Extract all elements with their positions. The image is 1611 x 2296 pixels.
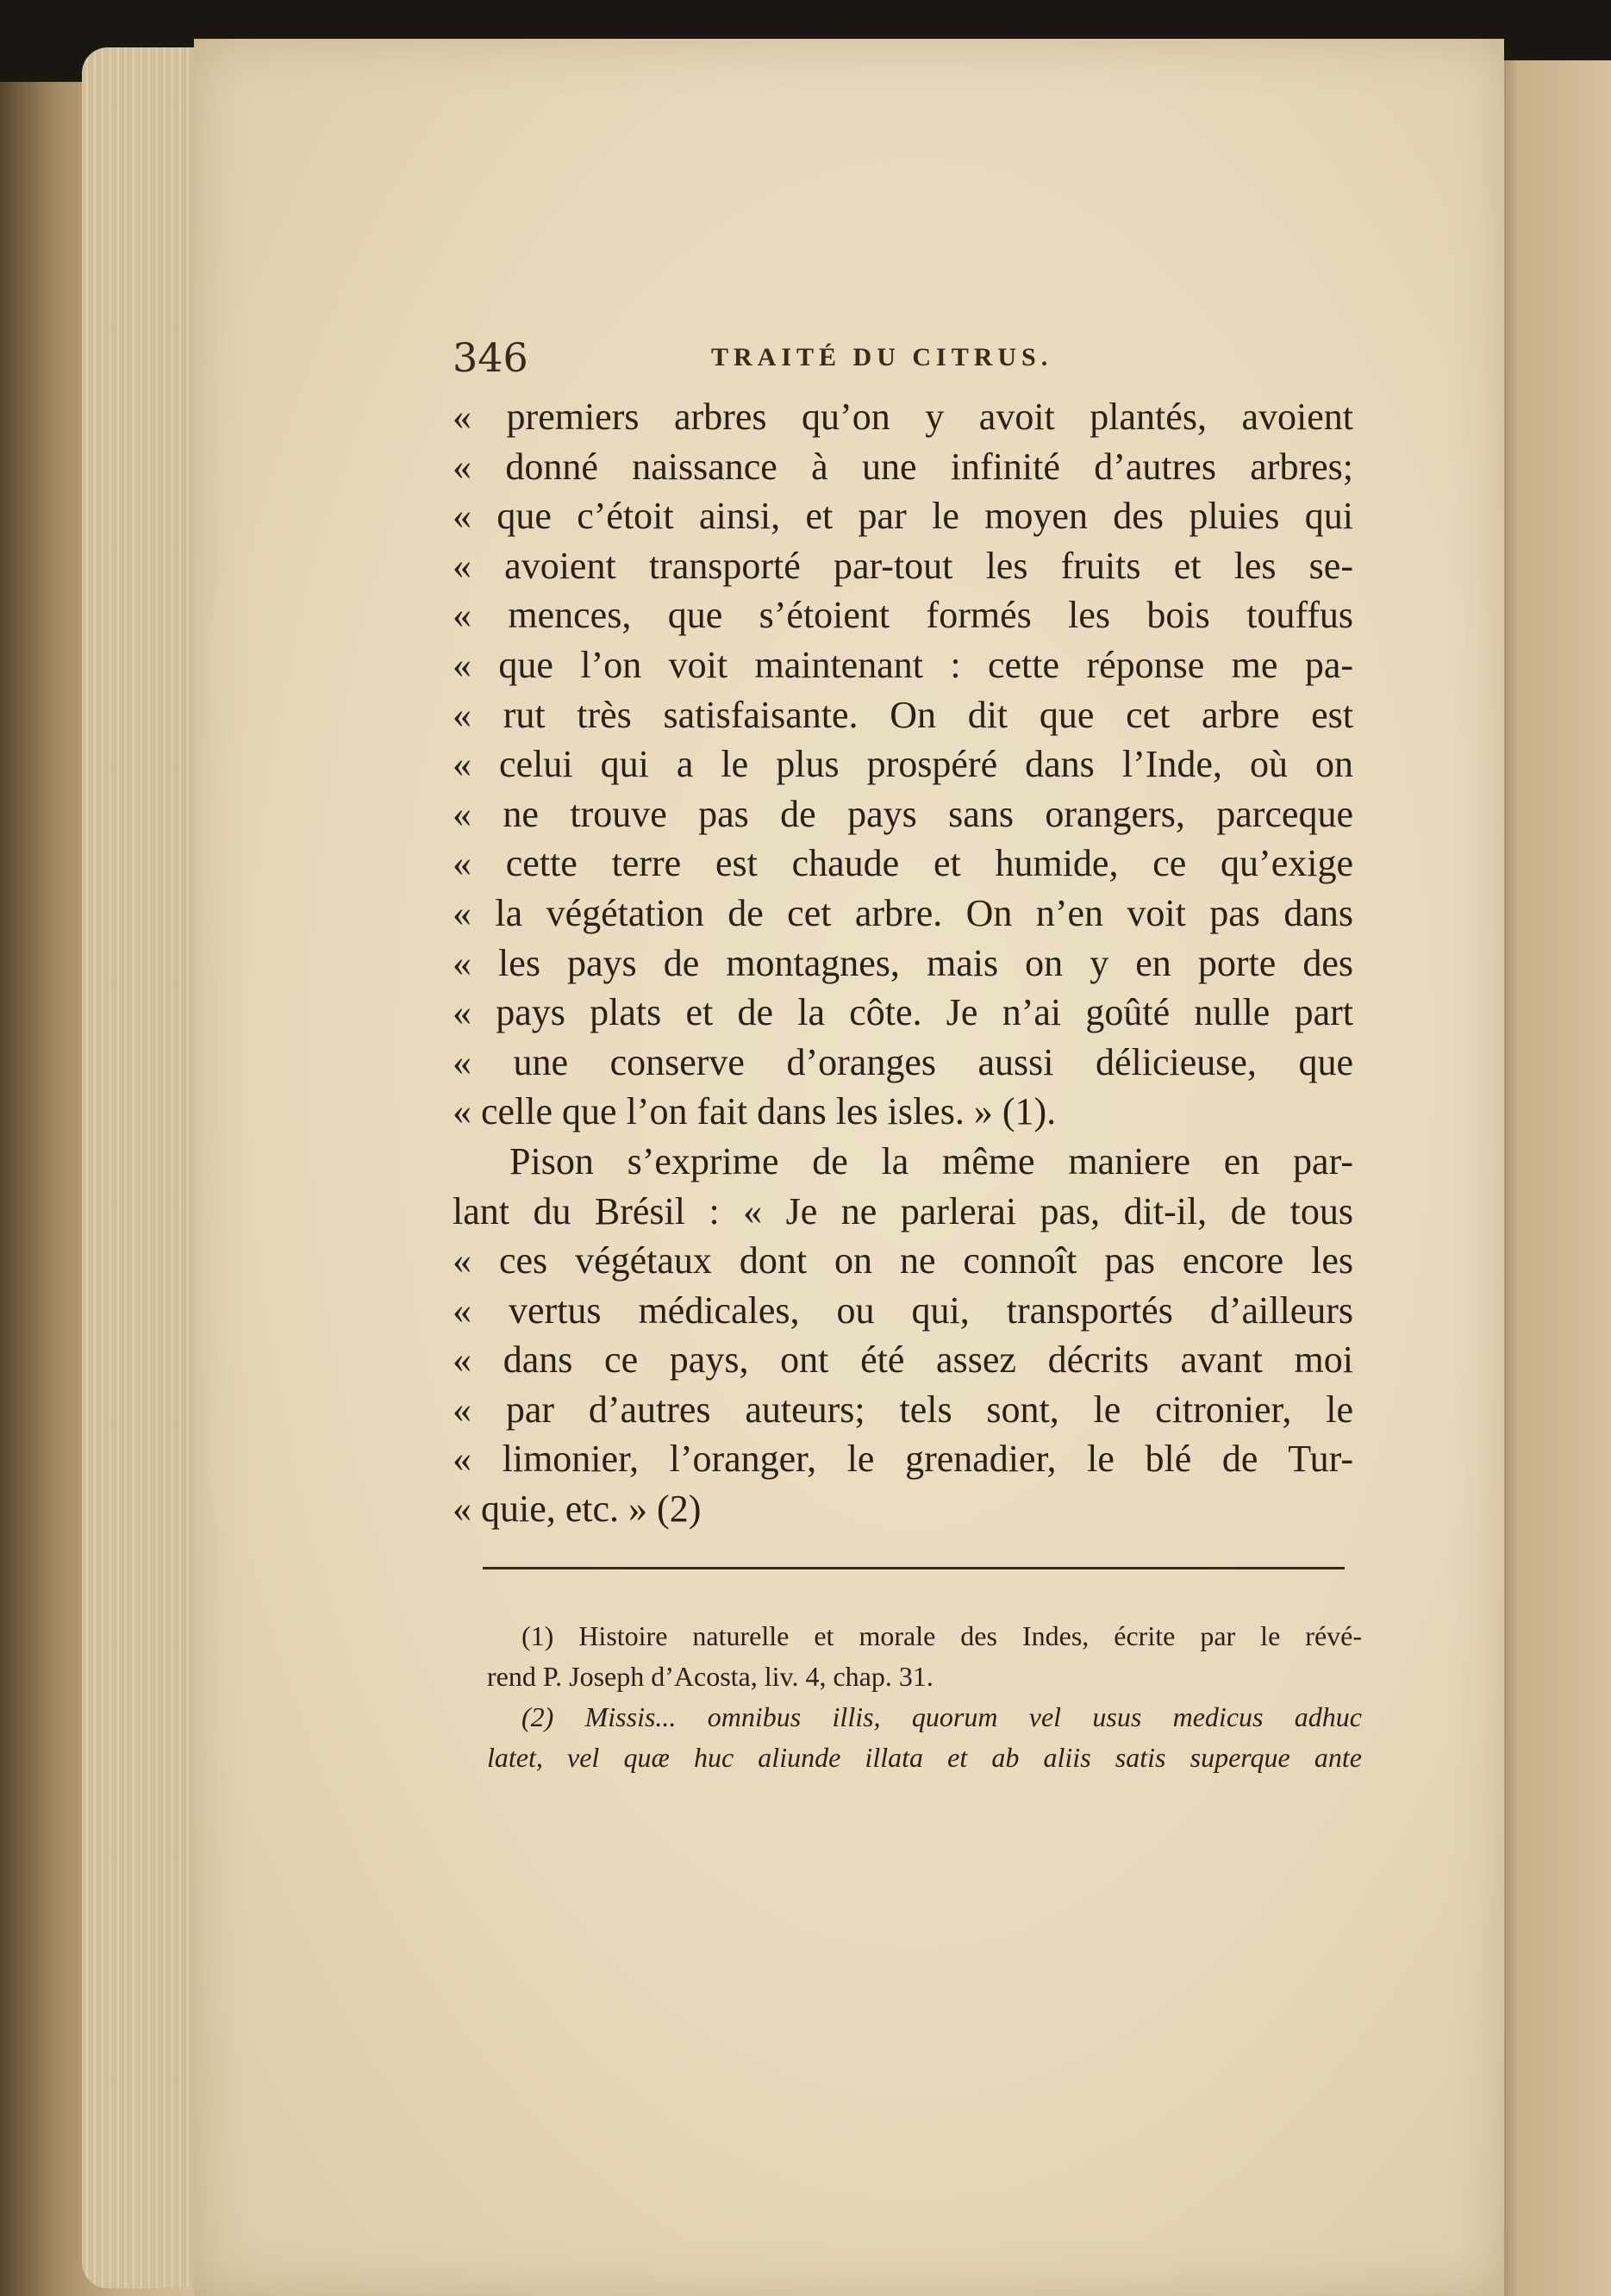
text-line: « ne trouve pas de pays sans orangers, parceque (453, 792, 1353, 835)
text-line: lant du Brésil : « Je ne parlerai pas, dit-il, de tous (453, 1189, 1353, 1232)
text-line: « premiers arbres qu’on y avoit plantés, avoient (453, 396, 1353, 438)
footnote-line: (2) Missis... omnibus illis, quorum vel usus medicus adhuc (521, 1701, 1362, 1732)
text-line: « rut très satisfaisante. On dit que cet arbre est (453, 693, 1353, 736)
text-line: « les pays de montagnes, mais on y en porte des (453, 941, 1353, 984)
text-line: « quie, etc. » (2) (453, 1488, 702, 1531)
footnote-line: rend P. Joseph d’Acosta, liv. 4, chap. 31. (487, 1661, 934, 1692)
facing-page-edge (1487, 60, 1611, 2296)
text-line: « avoient transporté par-tout les fruits et les se- (453, 544, 1353, 587)
text-line: « cette terre est chaude et humide, ce qu’exige (453, 842, 1353, 885)
text-line: « vertus médicales, ou qui, transportés d’ailleurs (453, 1288, 1353, 1332)
text-line: « donné naissance à une infinité d’autres arbres; (453, 445, 1353, 488)
text-line: Pison s’exprime de la même maniere en par- (509, 1139, 1353, 1182)
footnotes (487, 1616, 1362, 1778)
body-text (453, 392, 1353, 1534)
text-line: « par d’autres auteurs; tels sont, le citronier, le (453, 1388, 1353, 1431)
page-header (453, 334, 1345, 395)
text-line: « la végétation de cet arbre. On n’en voit pas dans (453, 891, 1353, 934)
text-line: « pays plats et de la côte. Je n’ai goûté nulle part (453, 991, 1353, 1034)
text-line: « celui qui a le plus prospéré dans l’Inde, où on (453, 743, 1353, 786)
text-line: « mences, que s’étoient formés les bois touffus (453, 594, 1353, 637)
footnote-line: latet, vel quæ huc aliunde illata et ab aliis satis superque ante (487, 1742, 1362, 1773)
page-number: 346 (453, 334, 528, 381)
text-line: « limonier, l’oranger, le grenadier, le blé de Tur- (453, 1438, 1353, 1481)
running-title: TRAITÉ DU CITRUS. (711, 343, 1053, 371)
text-line: « que l’on voit maintenant : cette réponse me pa- (453, 643, 1353, 686)
text-line: « dans ce pays, ont été assez décrits avant moi (453, 1338, 1353, 1382)
footnote-rule (483, 1567, 1345, 1569)
text-line: « celle que l’on fait dans les isles. » (1). (453, 1090, 1057, 1133)
footnote-line: (1) Histoire naturelle et morale des Indes, écrite par le révé- (521, 1620, 1362, 1651)
text-line: « que c’étoit ainsi, et par le moyen des pluies qui (453, 495, 1353, 538)
text-line: « ces végétaux dont on ne connoît pas encore les (453, 1239, 1353, 1282)
text-line: « une conserve d’oranges aussi délicieuse, que (453, 1040, 1353, 1083)
